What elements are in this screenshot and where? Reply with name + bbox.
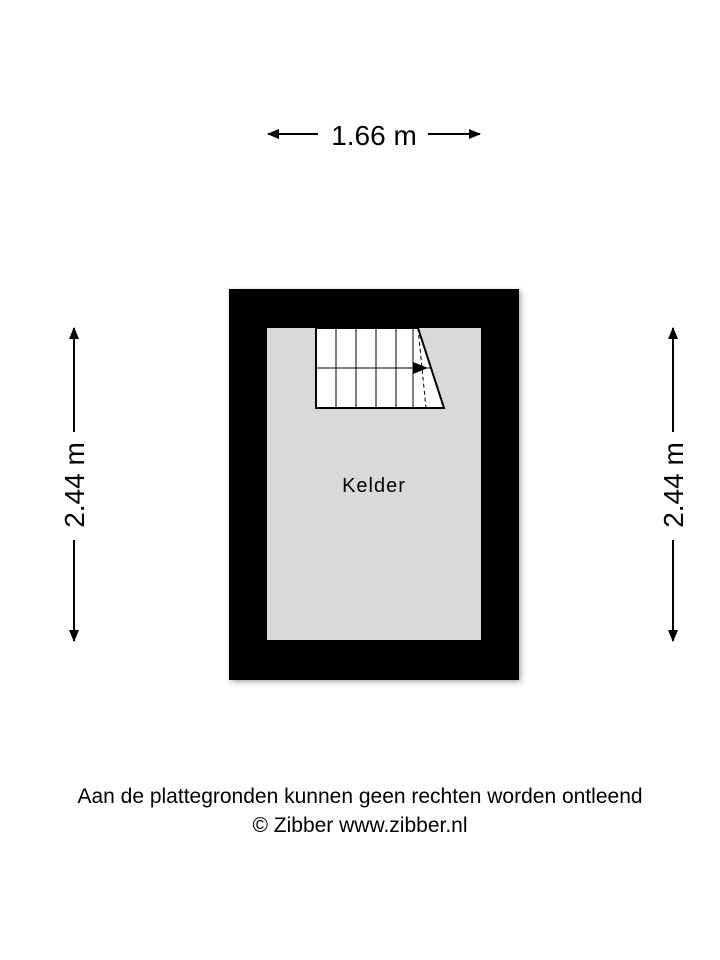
left-height-label: 2.44 m bbox=[59, 442, 90, 528]
left-dimension bbox=[59, 328, 90, 641]
room-label: Kelder bbox=[342, 475, 406, 497]
room-kelder bbox=[229, 289, 519, 680]
copyright-text: © Zibber www.zibber.nl bbox=[252, 814, 468, 837]
right-dimension bbox=[658, 328, 689, 641]
top-width-label: 1.66 m bbox=[331, 120, 417, 151]
disclaimer-text: Aan de plattegronden kunnen geen rechten worden ontleend bbox=[77, 785, 643, 808]
top-dimension bbox=[268, 120, 480, 151]
right-height-label: 2.44 m bbox=[658, 442, 689, 528]
